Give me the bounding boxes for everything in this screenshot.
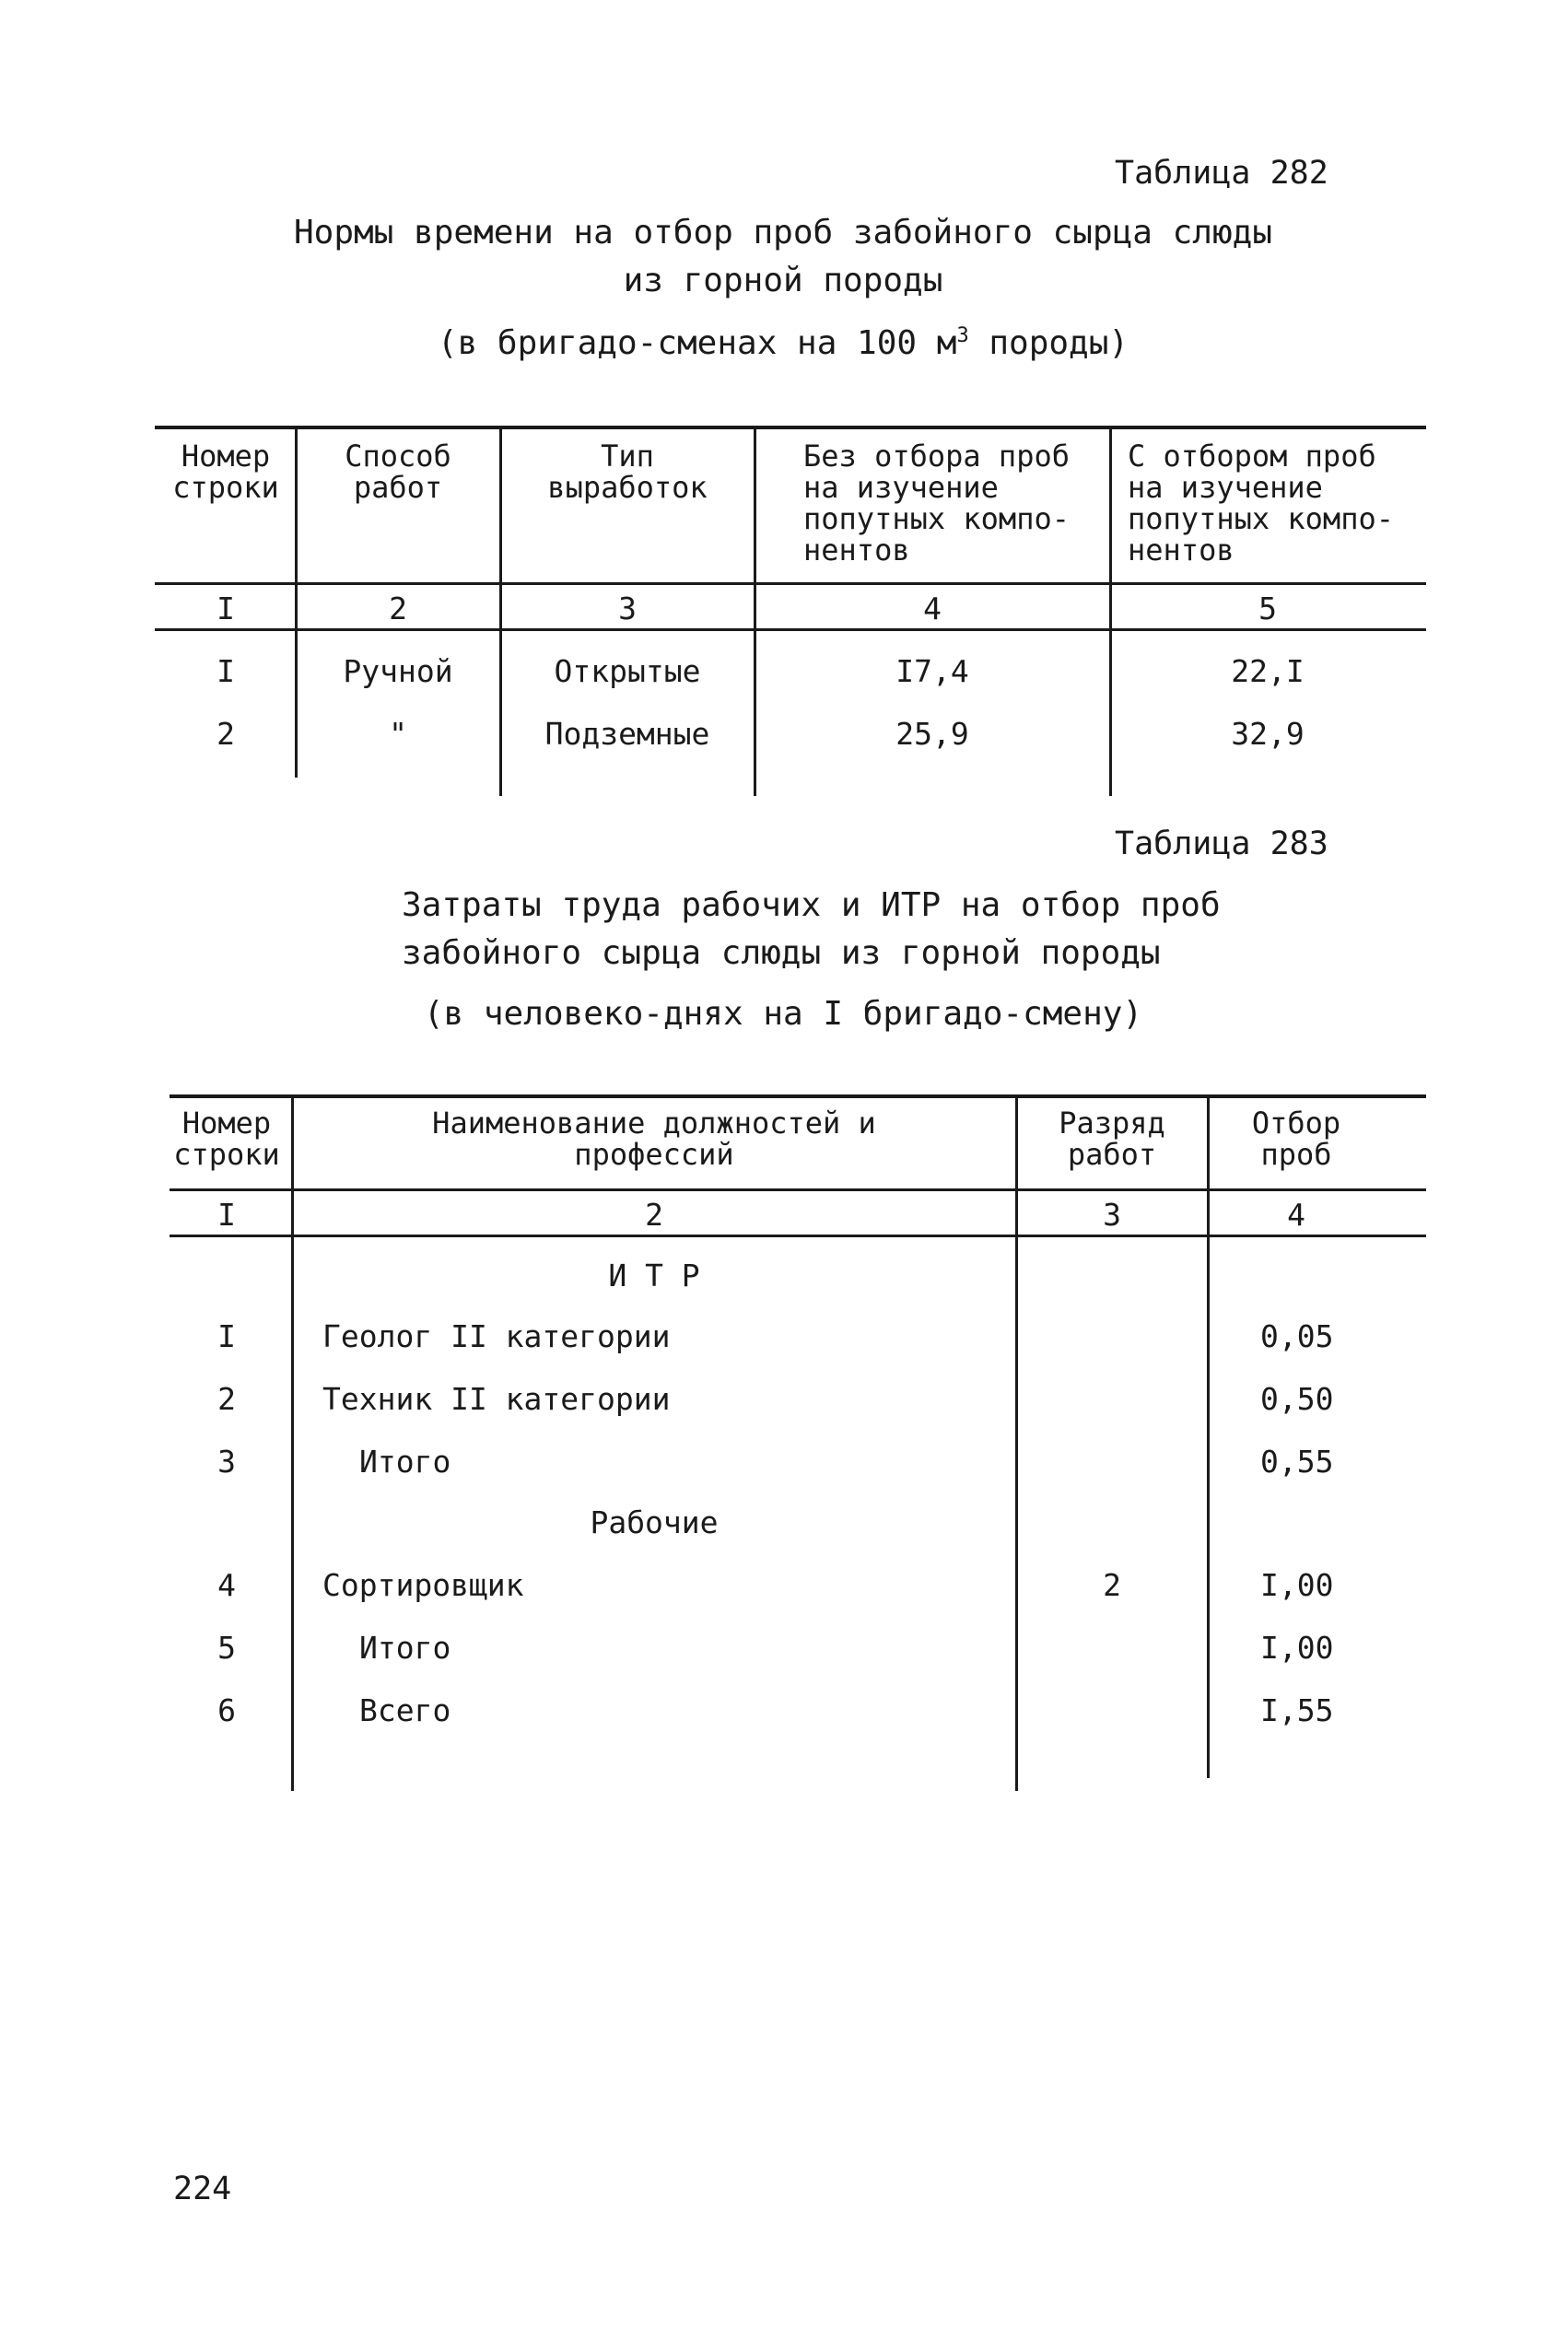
table-282-colnum-4: 4 — [923, 591, 942, 626]
table-283-header-value: Отбор проб — [1251, 1106, 1341, 1172]
table-283-row-3-value: 0,55 — [1260, 1444, 1334, 1480]
table-283-row-2-num: 2 — [217, 1381, 236, 1417]
table-283-row-3-name: Итого — [359, 1444, 451, 1480]
table-283-row-6-value: I,55 — [1260, 1692, 1334, 1728]
table-283-colnum-1: I — [217, 1197, 236, 1233]
table-282-header-with: С отбором проб на изучение попутных компо- нентов — [1128, 439, 1394, 568]
table-283-label: Таблица 283 — [1115, 825, 1328, 862]
table-283-title-line2: забойного сырца слюды из горной породы — [402, 934, 1161, 972]
table-283-row-4-num: 4 — [217, 1567, 236, 1603]
table-283-header-name: Наименование должностей и профессий — [432, 1106, 876, 1172]
table-283-colnum-4: 4 — [1287, 1197, 1305, 1233]
table-282-row-1-num: I — [216, 653, 235, 689]
table-283-row-4-value: I,00 — [1260, 1567, 1334, 1603]
table-283-header-number: Номер строки — [173, 1106, 280, 1172]
table-282-colnum-rule — [155, 628, 1426, 631]
table-282-title-line2: из горной породы — [623, 262, 943, 299]
table-283-row-1-name: Геолог II категории — [322, 1318, 671, 1354]
table-282-header-without: Без отбора проб на изучение попутных компо- нентов — [803, 439, 1070, 568]
table-282-row-2-with: 32,9 — [1231, 716, 1305, 752]
table-283-top-rule — [170, 1094, 1426, 1098]
table-283-row-3-num: 3 — [217, 1444, 236, 1480]
table-282-row-1-method: Ручной — [343, 653, 453, 689]
table-283-row-4-grade: 2 — [1103, 1567, 1121, 1603]
table-283-row-4-name: Сортировщик — [322, 1567, 524, 1603]
table-283-row-5-name: Итого — [359, 1630, 451, 1666]
table-283-colnum-2: 2 — [645, 1197, 663, 1233]
table-283-row-6-num: 6 — [217, 1692, 236, 1728]
table-283-row-2-name: Техник II категории — [322, 1381, 671, 1417]
table-282-title-line1: Нормы времени на отбор проб забойного сырца слюды — [293, 214, 1273, 252]
table-282-header-rule — [155, 582, 1426, 585]
table-282-row-1-without: I7,4 — [895, 653, 969, 689]
table-282-row-2-type: Подземные — [544, 716, 710, 752]
table-283-section-itr: И Т Р — [608, 1258, 700, 1293]
table-282-header-type: Тип выработок — [547, 439, 708, 505]
table-283-row-1-num: I — [217, 1318, 236, 1354]
table-283-subtitle: (в человеко-днях на I бригадо-смену) — [423, 995, 1143, 1033]
page-number: 224 — [173, 2171, 232, 2207]
table-282-colnum-2: 2 — [389, 591, 407, 626]
table-282-row-1-with: 22,I — [1231, 653, 1305, 689]
table-283-row-2-value: 0,50 — [1260, 1381, 1334, 1417]
table-282-row-2-method: " — [389, 716, 407, 752]
table-282-top-rule — [155, 426, 1426, 429]
table-283-row-1-value: 0,05 — [1260, 1318, 1334, 1354]
table-282-header-number: Номер строки — [172, 439, 279, 505]
table-282-header-method: Способ работ — [345, 439, 451, 505]
table-283-section-workers: Рабочие — [590, 1504, 719, 1540]
table-282-colnum-3: 3 — [618, 591, 637, 626]
table-283-row-6-name: Всего — [359, 1692, 451, 1728]
table-282-colnum-1: I — [216, 591, 235, 626]
table-282-row-1-type: Открытые — [554, 653, 701, 689]
table-283-row-5-num: 5 — [217, 1630, 236, 1666]
table-282-label: Таблица 282 — [1115, 155, 1328, 192]
table-283-header-grade: Разряд работ — [1059, 1106, 1165, 1172]
table-283-row-5-value: I,00 — [1260, 1630, 1334, 1666]
table-282-row-2-without: 25,9 — [895, 716, 969, 752]
table-282-row-2-num: 2 — [216, 716, 235, 752]
table-283-colnum-rule — [170, 1235, 1426, 1237]
table-283-title-line1: Затраты труда рабочих и ИТР на отбор проб — [402, 886, 1221, 924]
table-282-colnum-5: 5 — [1258, 591, 1277, 626]
table-282-subtitle: (в бригадо-сменах на 100 $м^3$ породы) — [437, 324, 1129, 362]
table-283-colnum-3: 3 — [1103, 1197, 1121, 1233]
table-283-header-rule — [170, 1188, 1426, 1191]
